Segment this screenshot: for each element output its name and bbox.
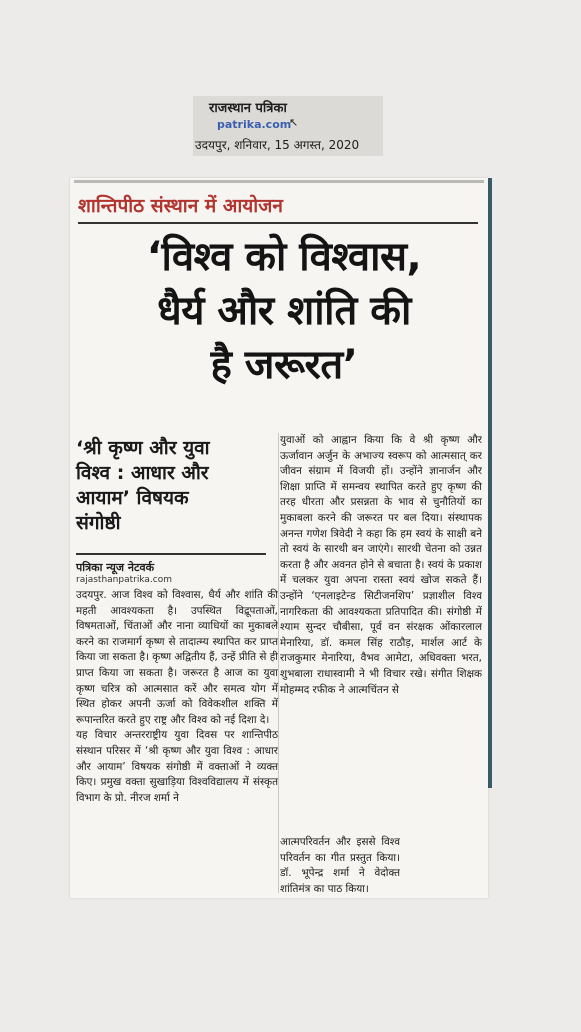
subhead-line: आयाम’ विषयक bbox=[76, 487, 189, 509]
column-divider bbox=[278, 433, 279, 893]
headline-line: ‘विश्व को विश्वास, bbox=[146, 234, 422, 280]
subhead-line: विश्व : आधार और bbox=[76, 462, 209, 484]
byline-website: rajasthanpatrika.com bbox=[76, 575, 172, 585]
subhead-line: संगोष्ठी bbox=[76, 512, 121, 534]
headline-line: धैर्य और शांति की bbox=[157, 288, 411, 334]
top-rule bbox=[74, 180, 484, 183]
article-column-right: युवाओं को आह्वान किया कि वे श्री कृष्ण और ऊर्जावान अर्जुन के अभाज्य स्वरूप को आत्मसात् कर जीवन संग्राम में विजयी हों। उन्होंने ज्ञानार्जन और शिक्षा प्राप्ति में समन्वय स्थापित करते हुए कृष्ण की तरह धीरता और प्रसन्नता के भाव से चुनौतियों का मुकाबला करने की जरूरत पर बल दिया। संस्थापक अनन्त गणेश त्रिवेदी ने कहा कि हम स्वयं के साक्षी बने तो स्वयं के सारथी बन जाएंगे। सारथी चेतना को उन्नत करता है और अवनत होने से बचाता है। स्वयं के प्रकाश में चलकर युवा अपना रास्ता स्वयं खोज सकते हैं। उन्होंने ‘एनलाइटेन्ड सिटीजनशिप’ प्रज्ञाशील विश्व नागरिकता की आवश्यकता प्रतिपादित की। संगोष्ठी में श्याम सुन्दर चौबीसा, पूर्व वन संरक्षक ओंकारलाल मेनारिया, डॉ. कमल सिंह राठौड़, मार्शल आर्ट के राजकुमार मेनारिया, वैभव आमेटा, अधिवक्ता भरत, शुभबाला राधास्वामी ने भी विचार रखे। संगीत शिक्षक मोहम्मद रफीक ने आत्मचिंतन से bbox=[280, 434, 482, 696]
cursor-icon: ↖ bbox=[289, 116, 299, 129]
news-clipping bbox=[70, 178, 488, 898]
subhead-rule bbox=[76, 553, 266, 555]
article-column-right-end: आत्मपरिवर्तन और इससे विश्व परिवर्तन का गीत प्रस्तुत किया। डॉ. भूपेन्द्र शर्मा ने वेदोक्त शांतिमंत्र का पाठ किया। bbox=[280, 836, 400, 895]
edition-date: उदयपुर, शनिवार, 15 अगस्त, 2020 bbox=[195, 138, 360, 152]
paper-website: patrika.com bbox=[217, 118, 292, 131]
paper-name: राजस्थान पत्रिका bbox=[209, 101, 287, 116]
kicker-rule bbox=[78, 222, 478, 224]
adjacent-clip-edge bbox=[488, 178, 492, 788]
article-kicker: शान्तिपीठ संस्थान में आयोजन bbox=[78, 195, 283, 217]
article-column-left: उदयपुर. आज विश्व को विश्वास, धैर्य और शांति की महती आवश्यकता है। उपस्थित विद्रूपताओं, विषमताओं, चिंताओं और नाना व्याधियों का मुकाबले करने का राजमार्ग कृष्ण से तादात्म्य स्थापित कर प्राप्त किया जा सकता है। कृष्ण अद्वितीय हैं, उन्हें प्रीति से ही प्राप्त किया जा सकता है। जरूरत है आज का युवा कृष्ण चरित्र को आत्मसात करें और समत्व योग में स्थित होकर अपनी ऊर्जा को विवेकशील शक्ति में रूपान्तरित करते हुए राष्ट्र और विश्व को नई दिशा दे। यह विचार अन्तरराष्ट्रीय युवा दिवस पर शान्तिपीठ संस्थान परिसर में ‘श्री कृष्ण और युवा विश्व : आधार और आयाम’ विषयक संगोष्ठी में वक्ताओं ने व्यक्त किए। प्रमुख वक्ता सुखाड़िया विश्वविद्यालय में संस्कृत विभाग के प्रो. नीरज शर्मा ने bbox=[76, 589, 278, 804]
article-headline bbox=[82, 230, 486, 392]
subhead-line: ‘श्री कृष्ण और युवा bbox=[76, 437, 210, 459]
byline: पत्रिका न्यूज नेटवर्क bbox=[76, 561, 155, 574]
newspaper-masthead bbox=[193, 96, 383, 156]
headline-line: है जरूरत’ bbox=[210, 342, 358, 388]
article-subhead bbox=[76, 436, 266, 536]
